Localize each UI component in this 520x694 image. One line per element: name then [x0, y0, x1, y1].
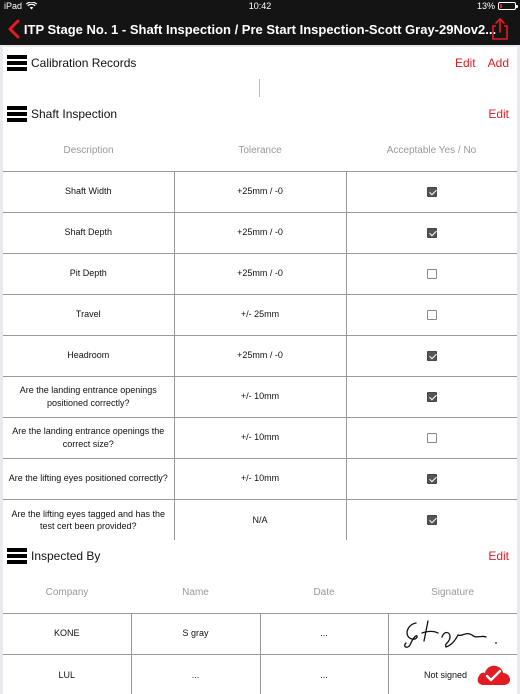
acceptable-checkbox[interactable]: [427, 474, 437, 484]
signature-cell[interactable]: [388, 613, 517, 654]
signature-image: [392, 615, 514, 649]
acceptable-checkbox[interactable]: [427, 187, 437, 197]
inspected-by-table: [3, 572, 517, 694]
description-cell: Shaft Depth: [3, 212, 174, 253]
signature-status: [391, 663, 516, 687]
column-header-acceptable: Acceptable Yes / No: [386, 144, 477, 156]
table-header-row: [3, 130, 517, 171]
tolerance-cell: +/- 10mm: [174, 417, 346, 458]
inspected-by-actions: [488, 549, 509, 563]
name-cell: S gray: [131, 613, 260, 654]
inspected-by-card: [3, 540, 517, 694]
column-header-name: Name: [182, 586, 209, 598]
signature-status-label: Not signed: [423, 669, 467, 680]
shaft-inspection-actions: [488, 107, 509, 121]
status-right: [477, 1, 516, 11]
calibration-title: Calibration Records: [31, 56, 137, 70]
table-header-row: [3, 572, 517, 613]
tolerance-cell: +/- 10mm: [174, 376, 346, 417]
description-cell: Are the lifting eyes positioned correctly?: [3, 458, 174, 499]
nav-bar: [0, 13, 520, 45]
acceptable-checkbox[interactable]: [427, 392, 437, 402]
table-row: [3, 654, 517, 694]
battery-icon: [498, 2, 516, 10]
table-row: [3, 613, 517, 654]
table-row: [3, 212, 517, 253]
acceptable-cell: [346, 335, 517, 376]
description-cell: Shaft Width: [3, 171, 174, 212]
status-time: 10:42: [248, 1, 272, 11]
tolerance-cell: +25mm / -0: [174, 171, 346, 212]
tolerance-cell: +/- 10mm: [174, 458, 346, 499]
table-row: [3, 417, 517, 458]
device-name: iPad: [4, 1, 23, 11]
description-cell: Travel: [3, 294, 174, 335]
date-cell: ...: [260, 654, 388, 694]
acceptable-cell: [346, 458, 517, 499]
acceptable-cell: [346, 171, 517, 212]
calibration-header: [3, 47, 517, 79]
calibration-edit-button[interactable]: Edit: [454, 56, 476, 70]
acceptable-cell: [346, 294, 517, 335]
column-header-signature: Signature: [431, 586, 474, 598]
company-cell: KONE: [3, 613, 131, 654]
acceptable-checkbox[interactable]: [427, 515, 437, 525]
table-row: [3, 335, 517, 376]
cloud-check-icon[interactable]: [475, 663, 511, 687]
company-cell: LUL: [3, 654, 131, 694]
tolerance-cell: +25mm / -0: [174, 253, 346, 294]
shaft-inspection-card: [3, 98, 517, 540]
battery-percent: 13%: [476, 1, 495, 11]
calibration-actions: [455, 56, 509, 70]
share-icon[interactable]: [490, 17, 510, 41]
status-bar: [0, 0, 520, 13]
column-header-description: Description: [63, 144, 114, 156]
date-cell: ...: [260, 613, 388, 654]
table-row: [3, 458, 517, 499]
tolerance-cell: +/- 25mm: [174, 294, 346, 335]
tolerance-cell: +25mm / -0: [174, 212, 346, 253]
acceptable-checkbox[interactable]: [427, 433, 437, 443]
table-row: [3, 253, 517, 294]
shaft-inspection-edit-button[interactable]: Edit: [488, 107, 509, 121]
acceptable-checkbox[interactable]: [427, 351, 437, 361]
shaft-inspection-header: [3, 98, 517, 130]
description-cell: Headroom: [3, 335, 174, 376]
menu-icon: [7, 55, 27, 71]
signature-cell[interactable]: [388, 654, 517, 694]
menu-icon: [7, 106, 27, 122]
acceptable-cell: [346, 212, 517, 253]
table-row: [3, 376, 517, 417]
column-header-date: Date: [313, 586, 335, 598]
menu-icon: [7, 548, 27, 564]
acceptable-checkbox[interactable]: [427, 228, 437, 238]
acceptable-checkbox[interactable]: [427, 310, 437, 320]
column-header-company: Company: [45, 586, 89, 598]
column-divider: [259, 79, 260, 97]
shaft-inspection-title: Shaft Inspection: [31, 107, 118, 121]
acceptable-cell: [346, 417, 517, 458]
calibration-card: [3, 47, 517, 100]
column-header-tolerance: Tolerance: [238, 144, 282, 156]
description-cell: Pit Depth: [3, 253, 174, 294]
acceptable-cell: [346, 253, 517, 294]
acceptable-cell: [346, 499, 517, 540]
inspected-by-header: [3, 540, 517, 572]
table-row: [3, 499, 517, 540]
description-cell: Are the landing entrance openings positioned correctly?: [3, 376, 174, 417]
page-title: ITP Stage No. 1 - Shaft Inspection / Pre Start Inspection-Scott Gray-29Nov2...: [23, 22, 497, 37]
tolerance-cell: +25mm / -0: [174, 335, 346, 376]
inspected-by-title: Inspected By: [31, 549, 101, 563]
inspected-by-edit-button[interactable]: Edit: [488, 549, 509, 563]
name-cell: ...: [131, 654, 260, 694]
calibration-body: [3, 79, 517, 100]
table-row: [3, 294, 517, 335]
calibration-add-button[interactable]: Add: [487, 56, 509, 70]
table-row: [3, 171, 517, 212]
description-cell: Are the lifting eyes tagged and has the test cert been provided?: [3, 499, 174, 540]
acceptable-checkbox[interactable]: [427, 269, 437, 279]
description-cell: Are the landing entrance openings the correct size?: [3, 417, 174, 458]
acceptable-cell: [346, 376, 517, 417]
tolerance-cell: N/A: [174, 499, 346, 540]
shaft-inspection-table: [3, 130, 517, 540]
